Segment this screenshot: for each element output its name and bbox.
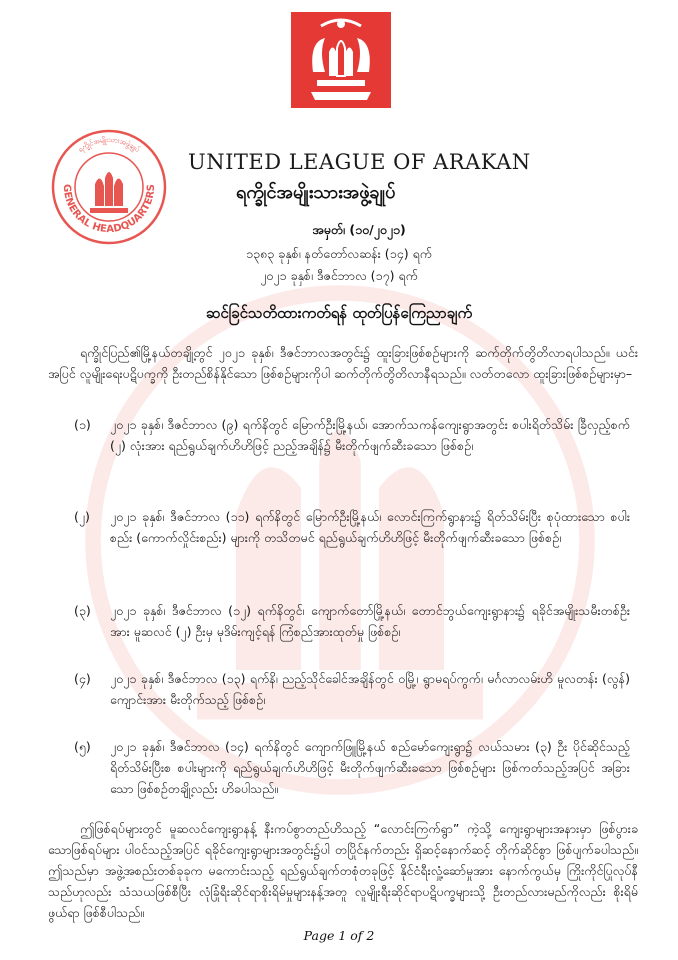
list-item: ၂၀၂၁ ခုနှစ်၊ ဒီဇင်ဘာလ (၁၃) ရက်နိ၊ ညည့်သိုင်ခေါင်အချိန်တွင် ဝမြို့၊ ရွာမရပ်ကွက်၊ မင်္ဂလာလမ်းဟိ မူလတန်း (လွန်) ကျောင်းအား မီးတိုက်သည့် ဖြစ်စဉ်၊ [110, 671, 630, 707]
list-item: ၂၀၂၁ ခုနှစ်၊ ဒီဇင်ဘာလ (၁၄) ရက်နိတွင် ကျောက်ဖြူမြို့နယ် စည်မော်ကျေးရွာ၌ လယ်သမား (၃) ဦး ပိုင်ဆိုင်သည့် ရိတ်သိမ်းပြီးစ စပါးများကို ရည်ရွယ်ချက်ဟိဟိဖြင့် မီးတိုက်ဖျက်ဆီးခသော ဖြစ်စဉ်များ ဖြစ်ကတ်သည့်အပြင် အခြားသော ဖြစ်စဉ်တချို့လည်း ဟိခပါသည်။ [110, 739, 630, 796]
page-number: Page 1 of 2 [303, 928, 375, 943]
stamp-text: GENERAL HEADQUARTERS [60, 183, 158, 236]
item-number: (၅) [74, 739, 91, 754]
intro-paragraph: ရက္ခိုင်ပြည်၏မြို့နယ်တချို့တွင် ၂၀၂၁ ခုနှစ်၊ ဒီဇင်ဘာလအတွင်း၌ ထူးခြားဖြစ်စဉ်များကို ဆက်တိုက်တွိတိလာရပါသည်။ ယင်းအပြင် လူမျိုးရေးပဋိပက္ခကို ဦးတည်စိန်နိုင်သော ဖြစ်စဉ်များကိုပါ ဆက်တိုက်တွိတိလာနီရသည်။ လတ်တလော ထူးခြားဖြစ်စဉ်များမှာ– [48, 345, 638, 381]
item-number: (၃) [74, 603, 91, 618]
list-item: ၂၀၂၁ ခုနှစ်၊ ဒီဇင်ဘာလ (၁၁) ရက်နိတွင် မြောက်ဦးမြို့နယ်၊ လောင်းကြက်ရွာနား၌ ရိတ်သိမ်းပြီး စုပုံထားသော စပါးစည်း (ကောက်လှိုင်းစည်း) များကို တသိတမင် ရည်ရွယ်ချက်ဟိဟိဖြင့် မီးတိုက်ဖျက်ဆီးခသော ဖြစ်စဉ်၊ [110, 509, 630, 545]
item-number: (၁) [74, 417, 91, 432]
date-gregorian: ၂၀၂၁ ခုနှစ်၊ ဒီဇင်ဘာလ (၁၇) ရက် [260, 268, 418, 283]
reference-number: အမှတ်၊ (၁၀/၂၀၂၁) [312, 222, 406, 237]
league-logo [291, 12, 391, 108]
list-item: ၂၀၂၁ ခုနှစ်၊ ဒီဇင်ဘာလ (၉) ရက်နိတွင် မြောက်ဦးမြို့နယ်၊ အောက်သကန်ကျေးရွာအတွင်း စပါးရိတ်သိမ်း ခြီလှည့်စက် (၂) လုံးအား ရည်ရွယ်ချက်ဟိဟိဖြင့် ညည့်အချိန်၌ မီးတိုက်ဖျက်ဆီးခသော ဖြစ်စဉ်၊ [110, 417, 630, 453]
org-name-english: UNITED LEAGUE OF ARAKAN [188, 150, 531, 174]
item-number: (၄) [74, 671, 91, 686]
org-name-myanmar: ရက္ခိုင်အမျိုးသားအဖွဲ့ချုပ် [236, 182, 396, 203]
list-item: ၂၀၂၁ ခုနှစ်၊ ဒီဇင်ဘာလ (၁၂) ရက်နိတွင်၊ ကျောက်တော်မြို့နယ်၊ တောင်ဘွယ်ကျေးရွာနား၌ ရခိုင်အမျိုးသမီးတစ်ဦးအား မူဆလင် (၂) ဦးမှ မုဒိမ်းကျင့်ရန် ကြံစည်အားထုတ်မှု ဖြစ်စဉ်၊ [110, 603, 630, 639]
date-arakan: ၁၃၈၃ ခုနှစ်၊ နတ်တော်လဆန်း (၁၄) ရက် [245, 246, 433, 261]
item-number: (၂) [74, 509, 90, 524]
document-title: ဆင်ခြင်သတိထားကတ်ရန် ထုတ်ပြန်ကြေညာချက် [205, 304, 473, 322]
stamp-text-mm: ရက္ခိုင်အမျိုးသားအဖွဲ့ချုပ် [76, 135, 142, 154]
crown-emblem-icon [291, 12, 391, 108]
closing-paragraph: ဤဖြစ်ရပ်များတွင် မူဆလင်ကျေးရွာနန့် နီးကပ်စွာတည်ဟိသည့် “လောင်းကြက်ရွာ” ကဲ့သို့ ကျေးရွာများအနားမှာ ဖြစ်ပွားခသောဖြစ်ရပ်များ ပါဝင်သည့်အပြင် ရခိုင်ကျေးရွာများအတွင်း၌ပါ တပြိုင်နက်တည်း ရှိဆင့်နောက်ဆင့် တိုက်ဆိုင်စွာ ဖြစ်ပျက်ခပါသည်။ ဤသည်မှာ အဖွဲ့အစည်းတစ်ခုခုက မကောင်းသည့် ရည်ရွယ်ချက်တစုံတခုဖြင့် နိုင်ငံရီးလှုံ့ဆော်မှုအား နောက်ကွယ်မှ ကြိုးကိုင်ပြုလုပ်နီသည်ဟုလည်း သံသယဖြစ်စီပြီး လုံခြုံရီးဆိုင်ရာစိုးရိမ်မှုများနန့်အတူ လူမျိုးရီးဆိုင်ရာပဋိပက္ခများသို့ ဦးတည်လားမည်ကိုလည်း စိုးရိမ်ဖွယ်ရာ ဖြစ်စီပါသည်။ [48, 821, 638, 920]
svg-text:ရက္ခိုင်အမျိုးသားအဖွဲ့ချုပ် [77, 136, 142, 155]
